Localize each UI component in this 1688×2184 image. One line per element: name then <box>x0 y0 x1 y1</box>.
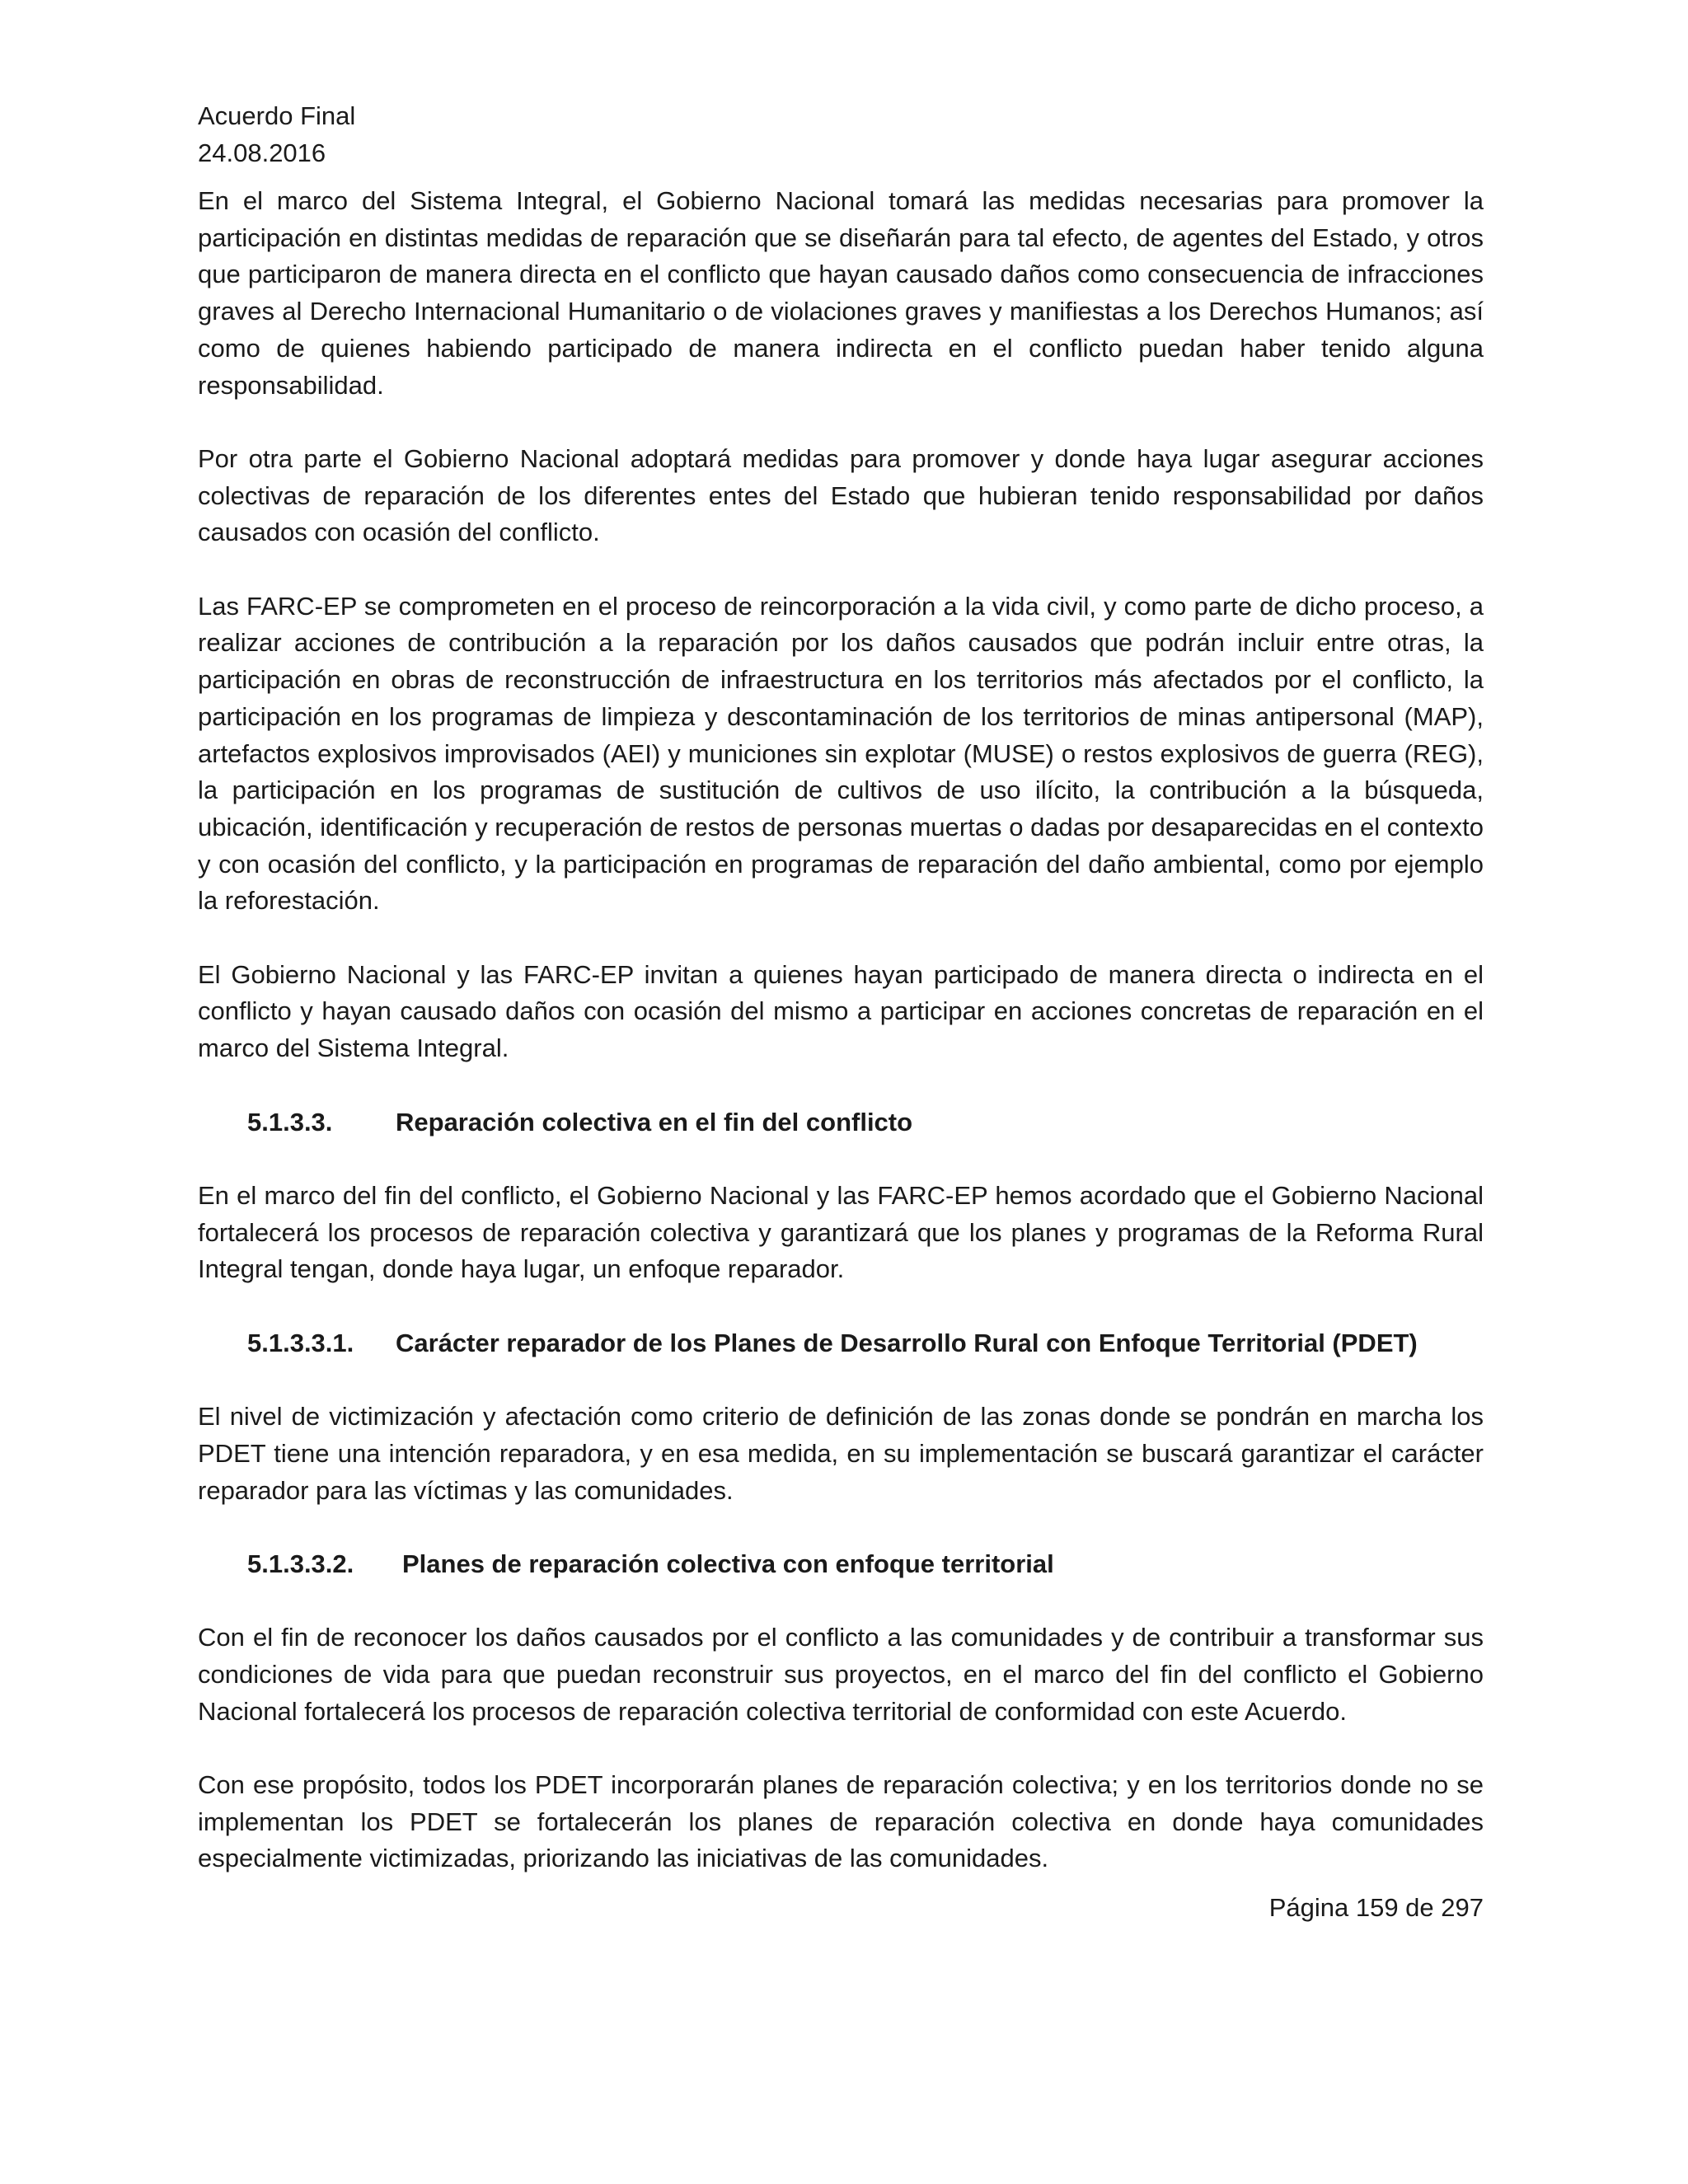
section-title: Reparación colectiva en el fin del conflicto <box>396 1107 913 1137</box>
section-title: Planes de reparación colectiva con enfoque territorial <box>402 1549 1054 1578</box>
document-page <box>198 97 1484 1926</box>
document-header <box>198 97 1484 171</box>
paragraph: El nivel de victimización y afectación como criterio de definición de las zonas donde se pondrán en marcha los PDET tiene una intención reparadora, y en esa medida, en su implementación se buscará garantizar el carácter reparador para las víctimas y las comunidades. <box>198 1402 1484 1505</box>
paragraph: Con ese propósito, todos los PDET incorporarán planes de reparación colectiva; y en los territorios donde no se implementan los PDET se fortalecerán los planes de reparación colectiva en donde haya comunidades especialmente victimizadas, priorizando las iniciativas de las comunidades. <box>198 1770 1484 1873</box>
paragraph: Las FARC-EP se comprometen en el proceso de reincorporación a la vida civil, y como parte de dicho proceso, a realizar acciones de contribución a la reparación por los daños causados que podrán incluir entre otras, la participación en obras de reconstrucción de infraestructura en los territorios más afectados por el conflicto, la participación en los programas de limpieza y descontaminación de los territorios de minas antipersonal (MAP), artefactos explosivos improvisados (AEI) y municiones sin explotar (MUSE) o restos explosivos de guerra (REG), la participación en los programas de sustitución de cultivos de uso ilícito, la contribución a la búsqueda, ubicación, identificación y recuperación de restos de personas muertas o dadas por desaparecidas en el contexto y con ocasión del conflicto, y la participación en programas de reparación del daño ambiental, como por ejemplo la reforestación. <box>198 591 1484 916</box>
page-number: Página 159 de 297 <box>1268 1892 1484 1922</box>
paragraph: En el marco del Sistema Integral, el Gobierno Nacional tomará las medidas necesarias para promover la participación en distintas medidas de reparación que se diseñarán para tal efecto, de agentes del Estado, y otros que participaron de manera directa en el conflicto que hayan causado daños como consecuencia de infracciones graves al Derecho Internacional Humanitario o de violaciones graves y manifiestas a los Derechos Humanos; así como de quienes habiendo participado de manera indirecta en el conflicto puedan haber tenido alguna responsabilidad. <box>198 186 1484 400</box>
paragraph: Por otra parte el Gobierno Nacional adoptará medidas para promover y donde haya lugar asegurar acciones colectivas de reparación de los diferentes entes del Estado que hubieran tenido responsabilidad por daños causados con ocasión del conflicto. <box>198 443 1484 547</box>
section-number: 5.1.3.3.2. <box>247 1549 354 1578</box>
document-date: 24.08.2016 <box>198 138 326 167</box>
paragraph: En el marco del fin del conflicto, el Gobierno Nacional y las FARC-EP hemos acordado que el Gobierno Nacional fortalecerá los procesos de reparación colectiva y garantizará que los planes y programas de la Reforma Rural Integral tengan, donde haya lugar, un enfoque reparador. <box>198 1180 1484 1284</box>
section-number: 5.1.3.3.1. <box>247 1328 354 1357</box>
section-title: Carácter reparador de los Planes de Desarrollo Rural con Enfoque Territorial (PDET) <box>396 1328 1418 1357</box>
document-title: Acuerdo Final <box>198 101 356 130</box>
section-heading <box>198 1104 1484 1141</box>
section-heading <box>198 1546 1484 1583</box>
section-number: 5.1.3.3. <box>247 1107 333 1137</box>
paragraph: Con el fin de reconocer los daños causados por el conflicto a las comunidades y de contribuir a transformar sus condiciones de vida para que puedan reconstruir sus proyectos, en el marco del fin del conflicto el Gobierno Nacional fortalecerá los procesos de reparación colectiva territorial de conformidad con este Acuerdo. <box>198 1623 1484 1726</box>
paragraph: El Gobierno Nacional y las FARC-EP invitan a quienes hayan participado de manera directa o indirecta en el conflicto y hayan causado daños con ocasión del mismo a participar en acciones concretas de reparación en el marco del Sistema Integral. <box>198 959 1484 1063</box>
section-heading <box>198 1325 1484 1362</box>
